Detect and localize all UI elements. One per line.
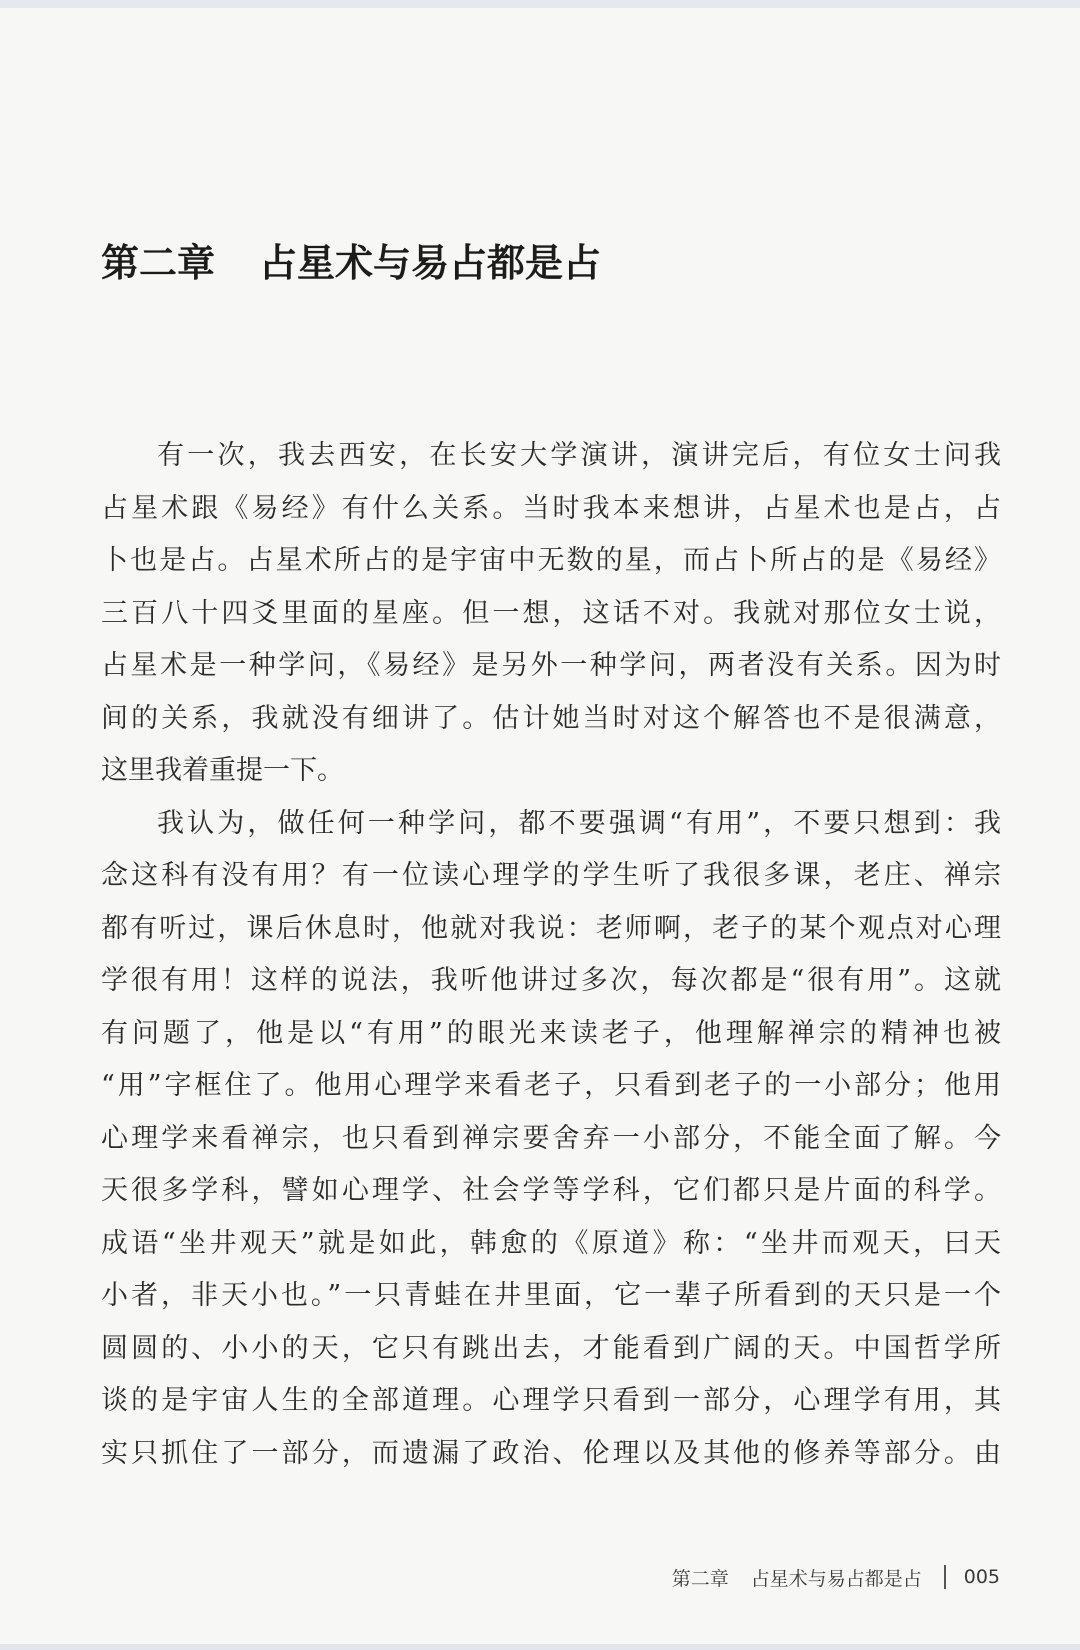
paragraph-2-line-4: 学很有用！这样的说法，我听他讲过多次，每次都是“很有用”。这就 (101, 965, 1001, 996)
page-edge-top (0, 0, 1080, 8)
paragraph-1-line-6: 间的关系，我就没有细讲了。估计她当时对这个解答也不是很满意， (101, 702, 1001, 734)
body-text (101, 430, 1001, 1480)
page-edge-bottom (0, 1644, 1080, 1650)
paragraph-1-line-2: 占星术跟《易经》有什么关系。当时我本来想讲，占星术也是占，占 (101, 492, 1001, 524)
page-number: 005 (963, 1566, 1000, 1588)
footer-divider (944, 1565, 946, 1589)
paragraph-2-line-2: 念这科有没有用？有一位读心理学的学生听了我很多课，老庄、禅宗 (101, 860, 1001, 891)
paragraph-1-line-1: 有一次，我去西安，在长安大学演讲，演讲完后，有位女士问我 (157, 440, 1001, 471)
paragraph-2-line-1: 我认为，做任何一种学问，都不要强调“有用”，不要只想到：我 (157, 807, 1001, 839)
paragraph-2-line-6: “用”字框住了。他用心理学来看老子，只看到老子的一小部分；他用 (101, 1070, 1001, 1101)
paragraph-1-line-4: 三百八十四爻里面的星座。但一想，这话不对。我就对那位女士说， (101, 597, 1001, 629)
running-head (672, 1564, 922, 1591)
chapter-number: 第二章 (101, 241, 216, 285)
paragraph-1-line-7: 这里我着重提一下。 (101, 755, 344, 786)
running-head-title: 占星术与易占都是占 (750, 1567, 922, 1590)
running-head-chapter: 第二章 (671, 1567, 729, 1590)
paragraph-2-line-12: 谈的是宇宙人生的全部道理。心理学只看到一部分，心理学有用，其 (101, 1385, 1001, 1416)
paragraph-2-line-10: 小者，非天小也。”一只青蛙在井里面，它一辈子所看到的天只是一个 (101, 1280, 1001, 1311)
paragraph-2-line-7: 心理学来看禅宗，也只看到禅宗要舍弃一小部分，不能全面了解。今 (101, 1122, 1001, 1154)
chapter-name: 占星术与易占都是占 (259, 241, 602, 285)
paragraph-2-line-9: 成语“坐井观天”就是如此，韩愈的《原道》称：“坐井而观天，曰天 (101, 1227, 1001, 1259)
paragraph-2-line-8: 天很多学科，譬如心理学、社会学等学科，它们都只是片面的科学。 (101, 1175, 1001, 1206)
chapter-title (101, 236, 601, 290)
paragraph-2-line-13: 实只抓住了一部分，而遗漏了政治、伦理以及其他的修养等部分。由 (101, 1437, 1001, 1469)
page-footer (672, 1562, 1000, 1592)
paragraph-2-line-5: 有问题了，他是以“有用”的眼光来读老子，他理解禅宗的精神也被 (101, 1017, 1001, 1049)
paragraph-1-line-3: 卜也是占。占星术所占的是宇宙中无数的星，而占卜所占的是《易经》 (101, 545, 1001, 576)
paragraph-2-line-3: 都有听过，课后休息时，他就对我说：老师啊，老子的某个观点对心理 (101, 912, 1001, 944)
paragraph-2-line-11: 圆圆的、小小的天，它只有跳出去，才能看到广阔的天。中国哲学所 (101, 1332, 1001, 1364)
paragraph-1-line-5: 占星术是一种学问，《易经》是另外一种学问，两者没有关系。因为时 (101, 650, 1001, 681)
